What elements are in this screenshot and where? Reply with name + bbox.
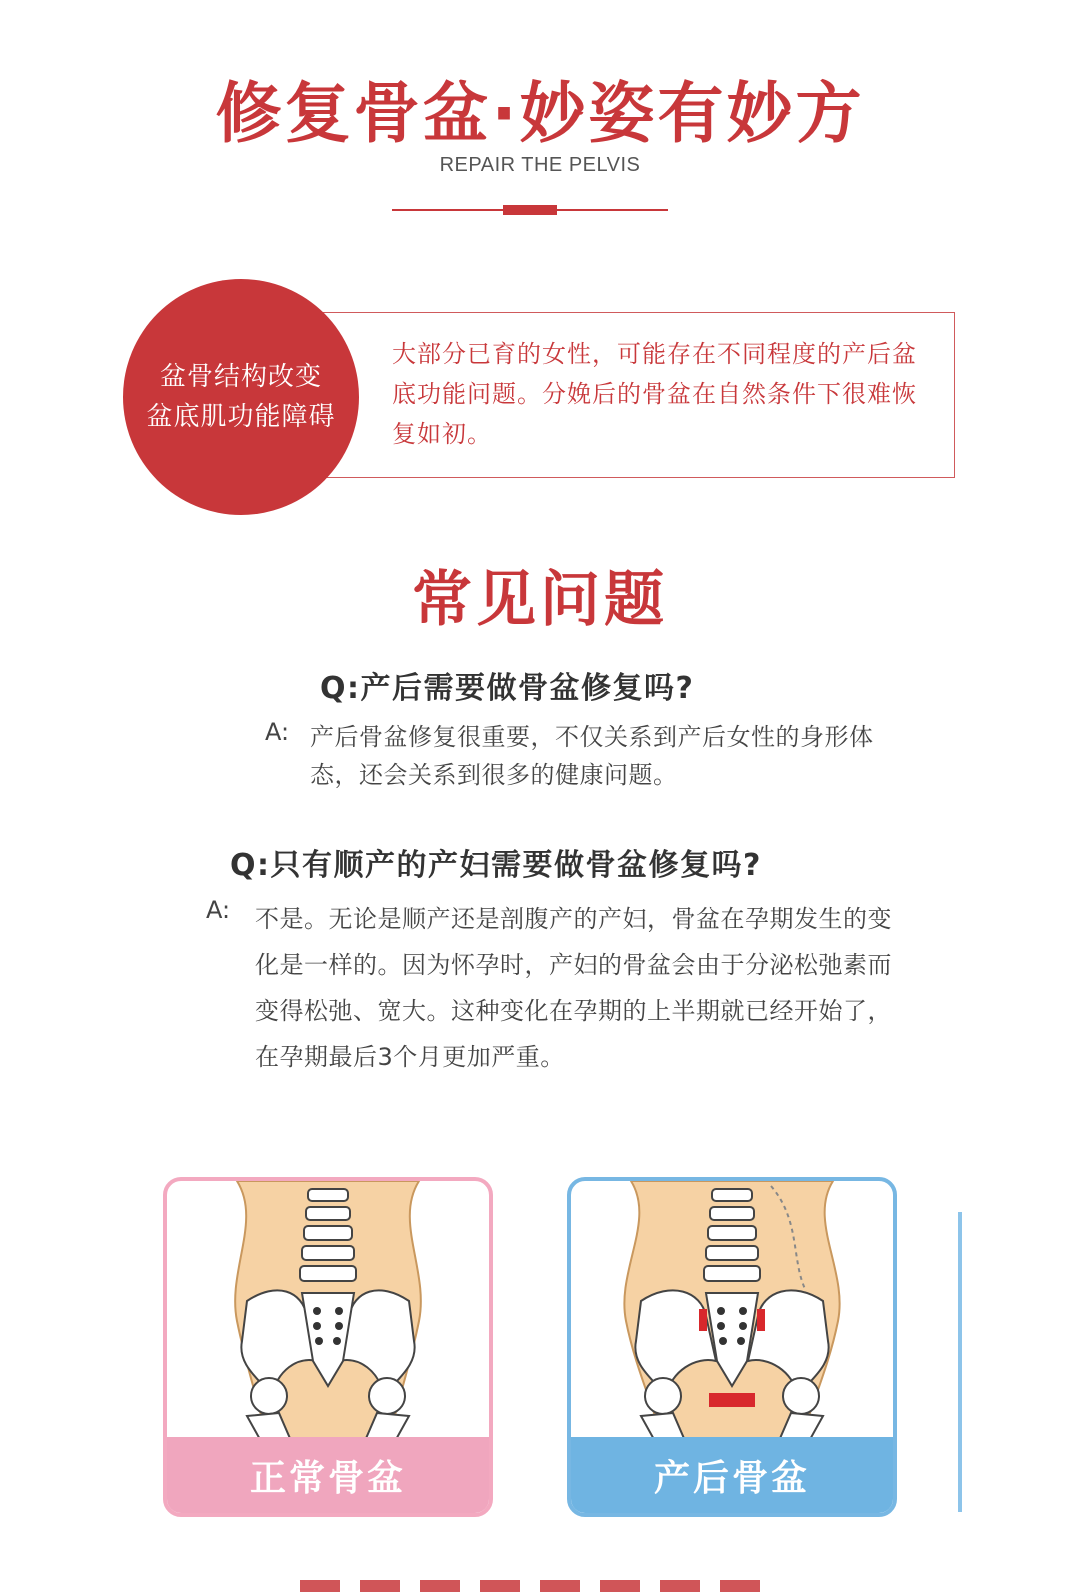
page-title: 修复骨盆·妙姿有妙方: [215, 75, 865, 152]
faq-question-1: Q:产后需要做骨盆修复吗?: [320, 671, 695, 706]
next-card-edge: [958, 1212, 962, 1512]
normal-pelvis-label: 正常骨盆: [167, 1437, 489, 1513]
circle-line-1: 盆骨结构改变: [159, 362, 322, 392]
title-divider-accent: [503, 205, 557, 215]
normal-pelvis-card: [163, 1177, 493, 1517]
normal-pelvis-illustration: [167, 1181, 489, 1443]
faq-answer-label-1: A:: [265, 718, 290, 746]
next-section-title-cut: [300, 1580, 780, 1592]
faq-answer-1: 产后骨盆修复很重要，不仅关系到产后女性的身形体态，还会关系到很多的健康问题。: [310, 723, 874, 789]
faq-question-2: Q:只有顺产的产妇需要做骨盆修复吗?: [230, 848, 762, 883]
postpartum-pelvis-illustration: [571, 1181, 893, 1443]
faq-answer-label-2: A:: [206, 896, 231, 924]
intro-circle: [123, 279, 359, 515]
faq-title: 常见问题: [412, 565, 668, 635]
page-subtitle: REPAIR THE PELVIS: [439, 154, 641, 176]
circle-line-2: 盆底肌功能障碍: [146, 402, 336, 432]
postpartum-pelvis-card: [567, 1177, 897, 1517]
postpartum-pelvis-label: 产后骨盆: [571, 1437, 893, 1513]
faq-answer-2: 不是。无论是顺产还是剖腹产的产妇，骨盆在孕期发生的变化是一样的。因为怀孕时，产妇的骨盆会由于分泌松弛素而变得松弛、宽大。这种变化在孕期的上半期就已经开始了，在孕期最后3个月更加严重。: [255, 905, 892, 1071]
intro-text: 大部分已育的女性，可能存在不同程度的产后盆底功能问题。分娩后的骨盆在自然条件下很难恢复如初。: [392, 340, 917, 448]
